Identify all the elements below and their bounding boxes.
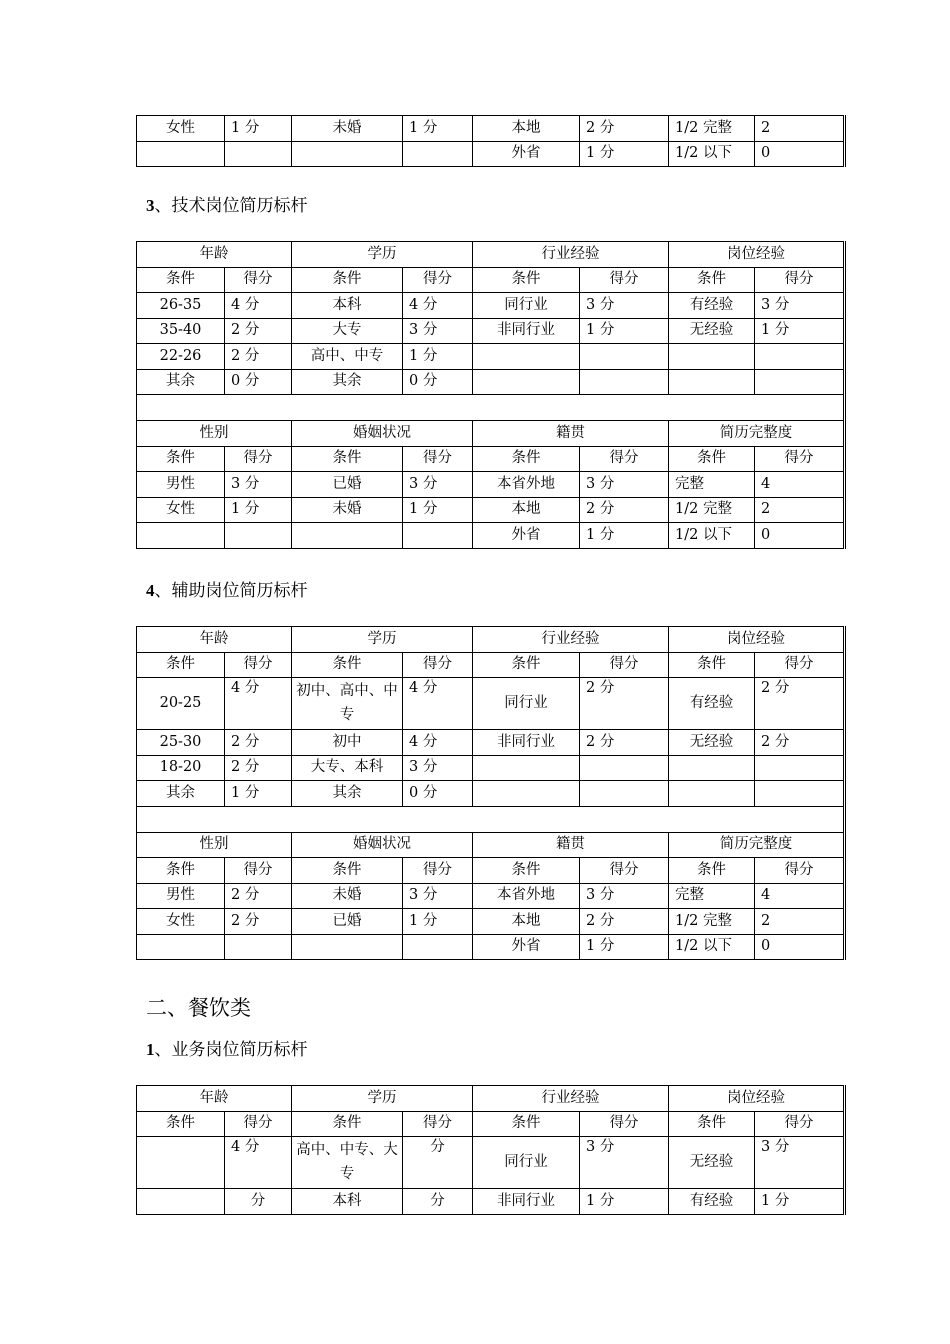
table-cell: 4 分	[225, 293, 292, 319]
header-cell: 得分	[580, 1111, 669, 1137]
table-cell	[292, 141, 403, 167]
header-cell: 条件	[669, 652, 755, 678]
header-cell: 得分	[755, 652, 845, 678]
header-cell: 条件	[669, 1111, 755, 1137]
header-resume-completeness: 简历完整度	[669, 421, 845, 447]
header-cell: 条件	[292, 1111, 403, 1137]
header-industry-experience: 行业经验	[473, 1086, 669, 1112]
table-cell	[225, 934, 292, 960]
table-cell: 2 分	[225, 883, 292, 909]
table-cell: 女性	[137, 909, 225, 935]
table-cell	[137, 1189, 225, 1215]
header-cell: 条件	[292, 446, 403, 472]
business-scoring-table	[136, 1085, 846, 1215]
table-cell	[403, 523, 473, 549]
table-cell: 1/2 以下	[669, 934, 755, 960]
heading-number: 3	[146, 196, 155, 215]
table-cell: 本地	[473, 909, 580, 935]
header-position-experience: 岗位经验	[669, 627, 845, 653]
header-cell: 得分	[755, 1111, 845, 1137]
table-cell: 已婚	[292, 909, 403, 935]
header-cell: 条件	[473, 858, 580, 884]
table-cell: 未婚	[292, 883, 403, 909]
table-cell: 有经验	[669, 678, 755, 730]
header-cell: 条件	[137, 446, 225, 472]
header-marital-status: 婚姻状况	[292, 421, 473, 447]
section-heading-business	[146, 1035, 308, 1060]
table-cell	[580, 755, 669, 781]
table-cell: 有经验	[669, 293, 755, 319]
spacer-row	[137, 806, 845, 832]
header-age: 年龄	[137, 1086, 292, 1112]
table-cell	[669, 369, 755, 395]
table-cell: 2 分	[580, 678, 669, 730]
table-cell: 无经验	[669, 730, 755, 756]
table-cell: 其余	[292, 781, 403, 807]
header-cell: 条件	[292, 267, 403, 293]
table-cell	[292, 934, 403, 960]
category-title: 二、餐饮类	[146, 996, 251, 1020]
table-cell: 本省外地	[473, 472, 580, 498]
header-age: 年龄	[137, 242, 292, 268]
table-cell	[137, 523, 225, 549]
header-cell: 条件	[473, 446, 580, 472]
header-cell: 条件	[137, 858, 225, 884]
table-cell: 完整	[669, 472, 755, 498]
heading-text: 、业务岗位简历标杆	[154, 1040, 308, 1060]
table-cell: 本地	[473, 116, 580, 142]
heading-text: 、辅助岗位简历标杆	[154, 581, 308, 601]
table-cell	[669, 755, 755, 781]
continued-scoring-table	[136, 115, 846, 167]
table-cell: 0 分	[403, 369, 473, 395]
table-cell: 女性	[137, 116, 225, 142]
header-gender: 性别	[137, 832, 292, 858]
table-cell: 0 分	[403, 781, 473, 807]
table-cell	[403, 934, 473, 960]
table-cell: 本科	[292, 293, 403, 319]
table-cell: 已婚	[292, 472, 403, 498]
table-cell: 4	[755, 472, 845, 498]
spacer-row	[137, 395, 845, 421]
table-cell: 大专	[292, 318, 403, 344]
heading-text: 、技术岗位简历标杆	[154, 196, 308, 216]
table-cell: 4 分	[225, 678, 292, 730]
table-row	[137, 755, 845, 781]
table-cell: 其余	[137, 369, 225, 395]
table-cell: 35-40	[137, 318, 225, 344]
sub-header-row	[137, 267, 845, 293]
table-cell: 2	[755, 116, 845, 142]
header-cell: 条件	[292, 652, 403, 678]
table-cell	[137, 141, 225, 167]
table-cell	[473, 344, 580, 370]
table-cell: 20-25	[137, 678, 225, 730]
table-cell: 3 分	[755, 1137, 845, 1189]
table-cell: 大专、本科	[292, 755, 403, 781]
table-cell: 外省	[473, 934, 580, 960]
header-cell: 得分	[403, 652, 473, 678]
header-cell: 条件	[669, 446, 755, 472]
table-cell: 2 分	[755, 678, 845, 730]
header-education: 学历	[292, 1086, 473, 1112]
table-cell: 3 分	[403, 472, 473, 498]
table-row	[137, 116, 845, 142]
table-cell	[137, 1137, 225, 1189]
header-age: 年龄	[137, 627, 292, 653]
table-cell	[669, 781, 755, 807]
header-education: 学历	[292, 627, 473, 653]
table-cell: 2 分	[225, 318, 292, 344]
table-cell: 初中	[292, 730, 403, 756]
table-cell: 2 分	[225, 909, 292, 935]
header-industry-experience: 行业经验	[473, 242, 669, 268]
table-cell: 其余	[292, 369, 403, 395]
table-cell	[755, 344, 845, 370]
table-cell	[755, 755, 845, 781]
table-row	[137, 934, 845, 960]
table-cell: 本科	[292, 1189, 403, 1215]
table-cell	[755, 369, 845, 395]
header-position-experience: 岗位经验	[669, 242, 845, 268]
table-row	[137, 344, 845, 370]
table-cell: 2 分	[580, 116, 669, 142]
table-cell: 完整	[669, 883, 755, 909]
table-cell: 4 分	[403, 293, 473, 319]
table-cell: 2 分	[580, 730, 669, 756]
table-cell: 1 分	[225, 497, 292, 523]
header-cell: 条件	[473, 267, 580, 293]
group-header-row	[137, 1086, 845, 1112]
table-cell: 1/2 以下	[669, 141, 755, 167]
header-cell: 得分	[580, 267, 669, 293]
table-cell: 外省	[473, 523, 580, 549]
table-row	[137, 1189, 845, 1215]
header-cell: 条件	[137, 1111, 225, 1137]
table-cell: 1 分	[403, 909, 473, 935]
table-cell	[137, 934, 225, 960]
table-cell	[473, 781, 580, 807]
table-cell: 2 分	[225, 730, 292, 756]
table-cell: 1 分	[755, 1189, 845, 1215]
table-row	[137, 318, 845, 344]
heading-number: 4	[146, 581, 155, 600]
header-education: 学历	[292, 242, 473, 268]
table-cell: 分	[403, 1137, 473, 1189]
table-cell: 2 分	[755, 730, 845, 756]
header-cell: 条件	[137, 267, 225, 293]
table-cell: 本省外地	[473, 883, 580, 909]
table-cell	[580, 344, 669, 370]
table-row	[137, 293, 845, 319]
header-cell: 得分	[580, 446, 669, 472]
table-row	[137, 781, 845, 807]
table-cell: 3 分	[403, 318, 473, 344]
header-cell: 条件	[473, 652, 580, 678]
table-row	[137, 523, 845, 549]
table-cell: 1 分	[403, 116, 473, 142]
table-cell: 非同行业	[473, 1189, 580, 1215]
header-cell: 条件	[137, 652, 225, 678]
table-cell	[669, 344, 755, 370]
table-cell: 4 分	[403, 678, 473, 730]
table-cell: 2 分	[580, 497, 669, 523]
table-cell: 1 分	[580, 1189, 669, 1215]
table-cell: 3 分	[755, 293, 845, 319]
table-cell: 4 分	[225, 1137, 292, 1189]
table-cell	[580, 781, 669, 807]
table-cell: 18-20	[137, 755, 225, 781]
header-cell: 条件	[292, 858, 403, 884]
table-row	[137, 141, 845, 167]
header-cell: 得分	[225, 1111, 292, 1137]
group-header-row	[137, 242, 845, 268]
sub-header-row	[137, 1111, 845, 1137]
header-cell: 得分	[403, 1111, 473, 1137]
table-cell: 高中、中专、大专	[292, 1137, 403, 1189]
table-cell: 0	[755, 934, 845, 960]
table-cell: 2	[755, 909, 845, 935]
table-cell	[225, 141, 292, 167]
spacer-cell	[137, 395, 845, 421]
table-cell: 0	[755, 141, 845, 167]
header-cell: 得分	[580, 858, 669, 884]
table-cell: 26-35	[137, 293, 225, 319]
table-cell: 非同行业	[473, 730, 580, 756]
header-cell: 得分	[755, 267, 845, 293]
table-cell	[473, 369, 580, 395]
table-cell: 1 分	[225, 781, 292, 807]
table-cell: 3 分	[225, 472, 292, 498]
spacer-cell	[137, 806, 845, 832]
sub-header-row	[137, 858, 845, 884]
table-cell: 本地	[473, 497, 580, 523]
header-resume-completeness: 简历完整度	[669, 832, 845, 858]
header-cell: 得分	[225, 446, 292, 472]
table-cell: 2 分	[225, 755, 292, 781]
table-cell: 22-26	[137, 344, 225, 370]
table-cell: 其余	[137, 781, 225, 807]
table-cell: 1 分	[580, 318, 669, 344]
table-cell: 无经验	[669, 1137, 755, 1189]
table-cell: 同行业	[473, 293, 580, 319]
table-cell: 3 分	[580, 883, 669, 909]
header-position-experience: 岗位经验	[669, 1086, 845, 1112]
table-cell: 未婚	[292, 497, 403, 523]
table-row	[137, 1137, 845, 1189]
table-cell: 初中、高中、中专	[292, 678, 403, 730]
sub-header-row	[137, 652, 845, 678]
header-cell: 得分	[580, 652, 669, 678]
table-cell: 3 分	[580, 1137, 669, 1189]
table-cell: 4	[755, 883, 845, 909]
header-cell: 得分	[225, 858, 292, 884]
table-cell: 男性	[137, 883, 225, 909]
table-cell: 1 分	[403, 344, 473, 370]
header-native-place: 籍贯	[473, 832, 669, 858]
table-row	[137, 497, 845, 523]
table-row	[137, 472, 845, 498]
table-cell: 同行业	[473, 1137, 580, 1189]
table-cell: 1/2 以下	[669, 523, 755, 549]
header-cell: 得分	[225, 267, 292, 293]
table-cell: 3 分	[403, 755, 473, 781]
table-cell: 1 分	[580, 141, 669, 167]
header-cell: 得分	[403, 267, 473, 293]
group-header-row	[137, 627, 845, 653]
header-cell: 得分	[755, 446, 845, 472]
table-cell: 1 分	[225, 116, 292, 142]
table-cell	[292, 523, 403, 549]
group-header-row	[137, 832, 845, 858]
table-cell: 0 分	[225, 369, 292, 395]
table-cell: 未婚	[292, 116, 403, 142]
header-cell: 得分	[225, 652, 292, 678]
table-row	[137, 678, 845, 730]
table-cell: 1/2 完整	[669, 497, 755, 523]
header-cell: 得分	[403, 858, 473, 884]
table-cell: 1/2 完整	[669, 909, 755, 935]
table-cell: 分	[403, 1189, 473, 1215]
table-cell: 25-30	[137, 730, 225, 756]
table-cell: 女性	[137, 497, 225, 523]
table-cell: 非同行业	[473, 318, 580, 344]
table-cell: 分	[225, 1189, 292, 1215]
heading-number: 1	[146, 1040, 155, 1059]
table-cell: 无经验	[669, 318, 755, 344]
table-cell: 3 分	[403, 883, 473, 909]
table-cell: 有经验	[669, 1189, 755, 1215]
header-native-place: 籍贯	[473, 421, 669, 447]
table-cell	[755, 781, 845, 807]
table-cell: 高中、中专	[292, 344, 403, 370]
group-header-row	[137, 421, 845, 447]
table-cell	[225, 523, 292, 549]
table-cell: 2 分	[225, 344, 292, 370]
header-cell: 得分	[403, 446, 473, 472]
table-row	[137, 369, 845, 395]
table-cell: 外省	[473, 141, 580, 167]
table-cell	[473, 755, 580, 781]
table-cell: 1 分	[755, 318, 845, 344]
table-cell: 1/2 完整	[669, 116, 755, 142]
sub-header-row	[137, 446, 845, 472]
header-marital-status: 婚姻状况	[292, 832, 473, 858]
header-cell: 得分	[755, 858, 845, 884]
header-industry-experience: 行业经验	[473, 627, 669, 653]
header-cell: 条件	[473, 1111, 580, 1137]
table-cell: 4 分	[403, 730, 473, 756]
header-gender: 性别	[137, 421, 292, 447]
table-row	[137, 909, 845, 935]
technical-scoring-table	[136, 241, 846, 549]
table-cell: 2 分	[580, 909, 669, 935]
table-cell: 同行业	[473, 678, 580, 730]
table-cell	[403, 141, 473, 167]
table-cell: 0	[755, 523, 845, 549]
table-cell	[580, 369, 669, 395]
section-heading-technical	[146, 191, 308, 216]
section-heading-support	[146, 576, 308, 601]
header-cell: 条件	[669, 858, 755, 884]
table-row	[137, 883, 845, 909]
table-row	[137, 730, 845, 756]
table-cell: 1 分	[403, 497, 473, 523]
header-cell: 条件	[669, 267, 755, 293]
table-cell: 2	[755, 497, 845, 523]
table-cell: 3 分	[580, 293, 669, 319]
table-cell: 男性	[137, 472, 225, 498]
table-cell: 3 分	[580, 472, 669, 498]
table-cell: 1 分	[580, 523, 669, 549]
support-scoring-table	[136, 626, 846, 960]
table-cell: 1 分	[580, 934, 669, 960]
